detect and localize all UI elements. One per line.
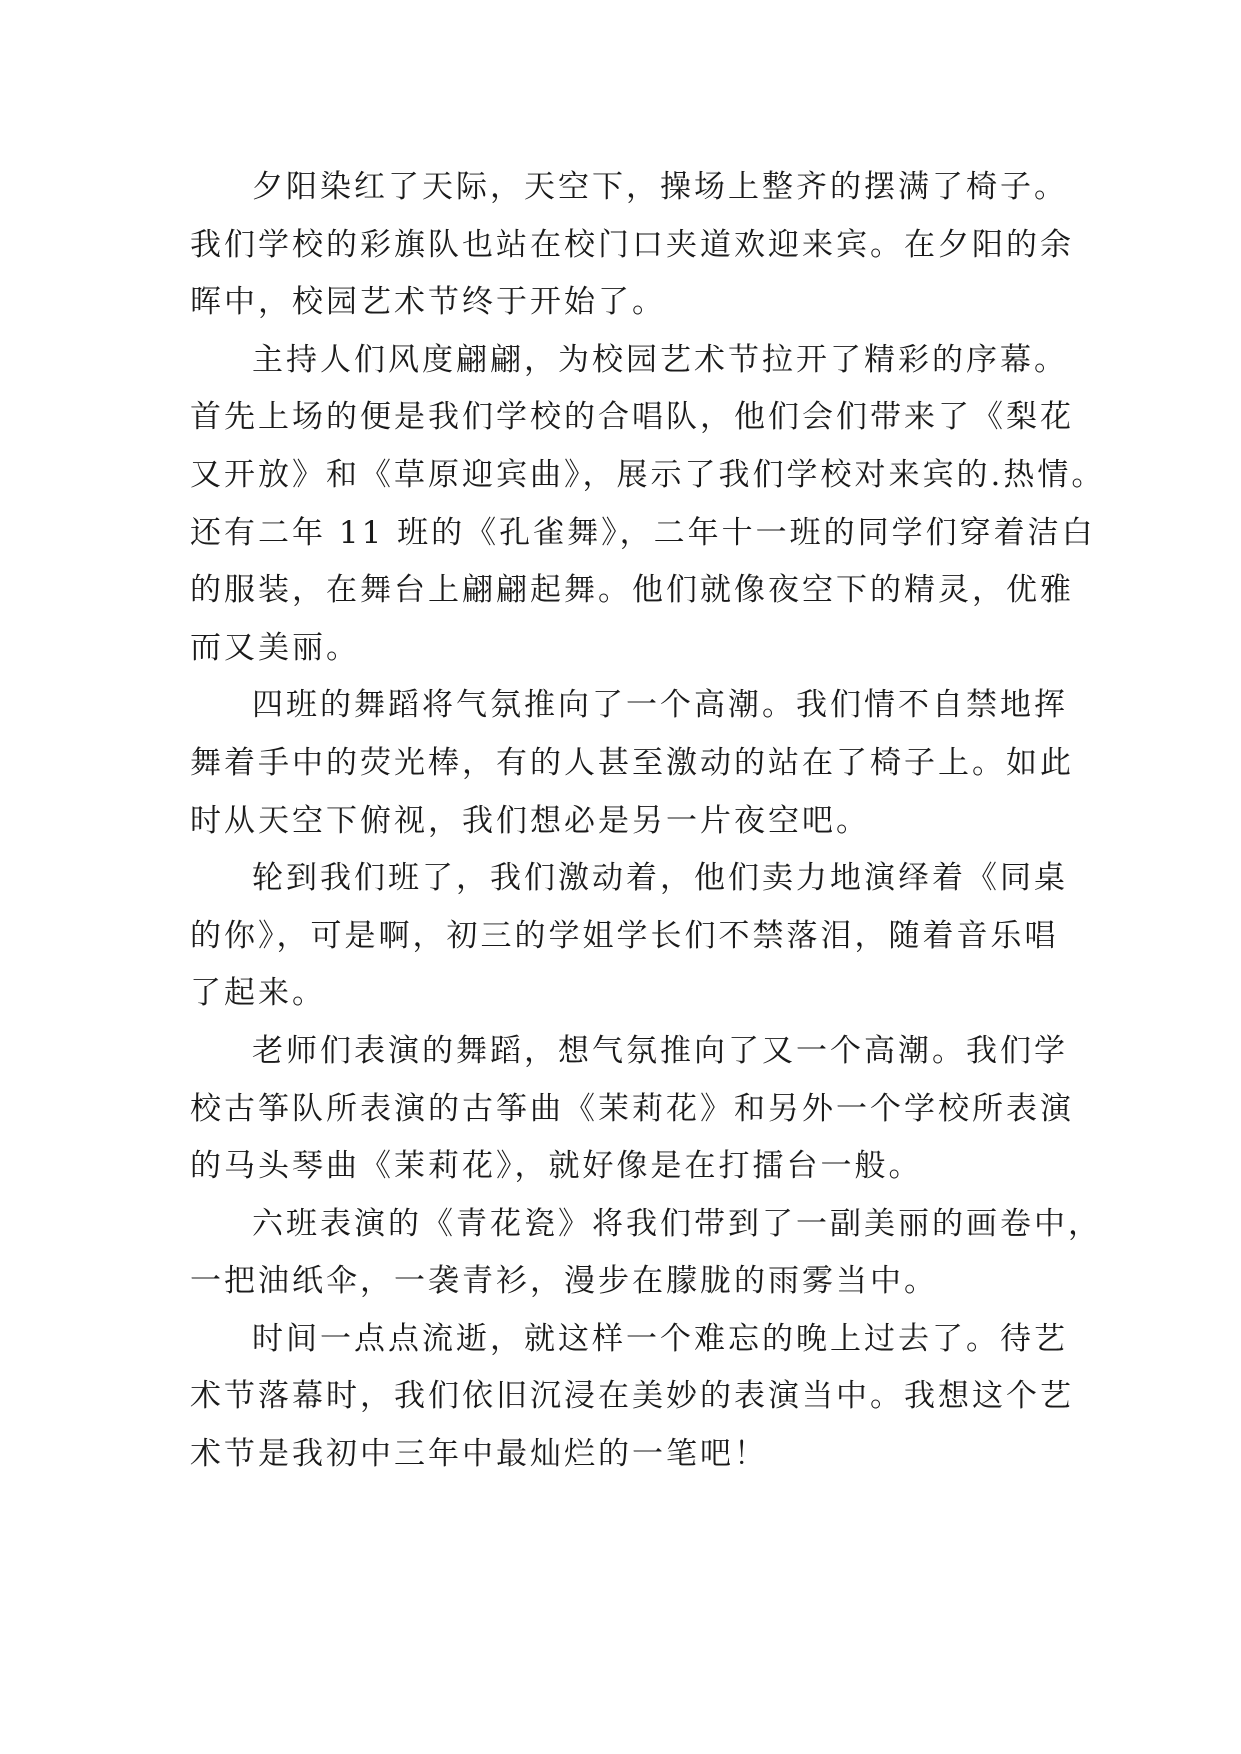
text-line: 的你》，可是啊，初三的学姐学长们不禁落泪，随着音乐唱 (190, 917, 1059, 954)
paragraph-7 (190, 1311, 1074, 1484)
text-line: 老师们表演的舞蹈，想气氛推向了又一个高潮。我们学 (252, 1032, 1068, 1069)
text-line: 时间一点点流逝，就这样一个难忘的晚上过去了。待艺 (252, 1320, 1068, 1357)
text-line: 时从天空下俯视，我们想必是另一片夜空吧。 (190, 802, 870, 839)
paragraph-5 (190, 1023, 1074, 1196)
text-line: 一把油纸伞，一袭青衫，漫步在朦胧的雨雾当中。 (190, 1263, 938, 1300)
text-line: 术节是我初中三年中最灿烂的一笔吧！ (190, 1436, 768, 1473)
text-line: 舞着手中的荧光棒，有的人甚至激动的站在了椅子上。如此 (190, 744, 1074, 781)
text-line: 了起来。 (190, 975, 326, 1012)
text-line: 又开放》和《草原迎宾曲》，展示了我们学校对来宾的.热情。 (190, 456, 1106, 493)
text-line: 我们学校的彩旗队也站在校门口夹道欢迎来宾。在夕阳的余 (190, 226, 1074, 263)
text-line: 术节落幕时，我们依旧沉浸在美妙的表演当中。我想这个艺 (190, 1378, 1074, 1415)
text-line: 的服装，在舞台上翩翩起舞。他们就像夜空下的精灵，优雅 (190, 572, 1074, 609)
text-line: 还有二年 11 班的《孔雀舞》，二年十一班的同学们穿着洁白 (190, 514, 1096, 551)
paragraph-3 (190, 677, 1074, 850)
text-line: 主持人们风度翩翩，为校园艺术节拉开了精彩的序幕。 (252, 341, 1068, 378)
text-line: 夕阳染红了天际，天空下，操场上整齐的摆满了椅子。 (252, 169, 1068, 205)
paragraph-2 (190, 332, 1106, 678)
paragraph-1 (190, 159, 1074, 332)
text-line: 的马头琴曲《茉莉花》，就好像是在打擂台一般。 (190, 1148, 923, 1185)
text-line: 四班的舞蹈将气氛推向了一个高潮。我们情不自禁地挥 (252, 687, 1068, 724)
text-line: 六班表演的《青花瓷》将我们带到了一副美丽的画卷中， (252, 1205, 1102, 1242)
text-line: 晖中，校园艺术节终于开始了。 (190, 284, 666, 321)
text-line: 首先上场的便是我们学校的合唱队，他们会们带来了《梨花 (190, 399, 1074, 436)
text-line: 校古筝队所表演的古筝曲《茉莉花》和另外一个学校所表演 (190, 1090, 1074, 1127)
text-line: 而又美丽。 (190, 629, 360, 666)
text-line: 轮到我们班了，我们激动着，他们卖力地演绎着《同桌 (252, 860, 1068, 897)
paragraph-4 (190, 850, 1070, 1023)
document-body (190, 159, 1106, 1484)
paragraph-6 (190, 1196, 1102, 1311)
